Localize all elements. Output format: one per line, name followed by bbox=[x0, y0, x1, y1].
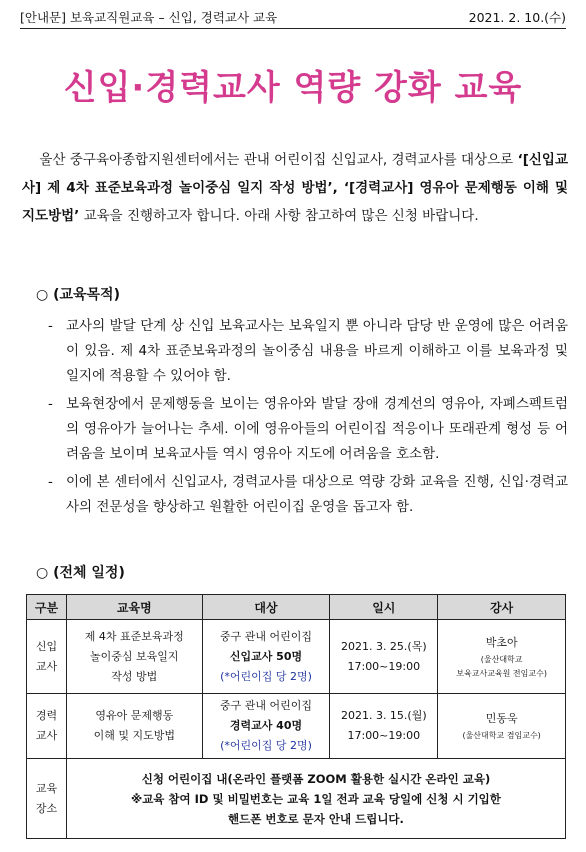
intro-text-1: 울산 중구육아종합지원센터에서는 관내 어린이집 신입교사, 경력교사를 대상으로 bbox=[39, 152, 518, 168]
purpose-item-text: 이에 본 센터에서 신입교사, 경력교사를 대상으로 역량 강화 교육을 진행, 신입·경력교사의 전문성을 향상하고 원활한 어린이집 운영을 돕고자 함. bbox=[66, 474, 568, 515]
purpose-heading: ○ (교육목적) bbox=[36, 287, 120, 303]
column-header: 구분 bbox=[27, 595, 67, 620]
category-text: 교사 bbox=[35, 729, 58, 742]
target-note: (*어린이집 당 2명) bbox=[220, 739, 312, 752]
schedule-heading: ○ (전체 일정) bbox=[36, 565, 125, 581]
table-row bbox=[27, 620, 566, 694]
category-cell bbox=[27, 694, 67, 759]
course-text: 작성 방법 bbox=[111, 669, 158, 683]
category-text: 교사 bbox=[35, 659, 58, 673]
target-cell bbox=[202, 694, 330, 759]
course-cell bbox=[66, 620, 202, 694]
header-divider bbox=[20, 28, 566, 29]
category-text: 경력 bbox=[35, 709, 58, 722]
purpose-item bbox=[48, 470, 568, 520]
place-text: 신청 어린이집 내(온라인 플랫폼 ZOOM 활용한 실시간 온라인 교육) bbox=[141, 771, 491, 786]
bullet-dash: - bbox=[48, 318, 53, 334]
course-text: 영유아 문제행동 bbox=[95, 709, 174, 722]
purpose-item-text: 보육현장에서 문제행동을 보이는 영유아와 발달 장애 경계선의 영유아, 자폐스펙트럼의 영유아가 늘어나는 추세. 이에 영유아들의 어린이집 적응이나 또래관계 형성 등 어려움을 보이며 보육교사들 역시 영유아 지도에 어려움을 호소함. bbox=[66, 396, 568, 462]
instructor-affiliation: (울산대학교 bbox=[480, 654, 523, 664]
table-header-row bbox=[27, 595, 566, 620]
date-cell bbox=[330, 694, 438, 759]
place-label-cell bbox=[27, 759, 67, 839]
purpose-item-text: 교사의 발달 단계 상 신입 보육교사는 보육일지 뿐 아니라 담당 반 운영에 많은 어려움이 있음. 제 4차 표준보육과정의 놀이중심 내용을 바르게 이해하고 이를 보육과정 및 일지에 적용할 수 있어야 함. bbox=[66, 318, 568, 384]
column-header: 대상 bbox=[202, 595, 330, 620]
target-text: 중구 관내 어린이집 bbox=[219, 699, 312, 712]
course-cell bbox=[66, 694, 202, 759]
course-text: 놀이중심 보육일지 bbox=[90, 649, 179, 663]
target-cell bbox=[202, 620, 330, 694]
instructor-affiliation: (울산대학교 겸임교수) bbox=[462, 731, 541, 740]
time-text: 17:00~19:00 bbox=[347, 729, 421, 742]
table-row bbox=[27, 759, 566, 839]
place-label: 교육 bbox=[35, 781, 58, 795]
instructor-affiliation: 보육교사교육원 전임교수) bbox=[456, 668, 547, 678]
date-cell bbox=[330, 620, 438, 694]
table-row bbox=[27, 694, 566, 759]
page-title: 신입·경력교사 역량 강화 교육 bbox=[63, 68, 523, 108]
category-cell bbox=[27, 620, 67, 694]
place-cell bbox=[66, 759, 565, 839]
bullet-dash: - bbox=[48, 396, 53, 412]
notice-label: [안내문] 보육교직원교육 – 신입, 경력교사 교육 bbox=[20, 10, 278, 25]
purpose-list bbox=[48, 314, 568, 523]
place-label: 장소 bbox=[35, 801, 58, 815]
instructor-name: 박초아 bbox=[485, 635, 518, 649]
document-header bbox=[20, 6, 566, 28]
schedule-table bbox=[26, 594, 566, 839]
column-header: 교육명 bbox=[66, 595, 202, 620]
intro-text-2: 교육을 진행하고자 합니다. 아래 사항 참고하여 많은 신청 바랍니다. bbox=[79, 208, 479, 224]
instructor-cell bbox=[438, 620, 566, 694]
target-note: (*어린이집 당 2명) bbox=[220, 669, 312, 683]
course-text: 제 4차 표준보육과정 bbox=[84, 629, 184, 643]
purpose-item bbox=[48, 392, 568, 467]
instructor-cell bbox=[438, 694, 566, 759]
time-text: 17:00~19:00 bbox=[347, 659, 421, 673]
notice-date: 2021. 2. 10.(수) bbox=[468, 10, 566, 25]
course-text: 이해 및 지도방법 bbox=[93, 729, 175, 742]
date-text: 2021. 3. 25.(목) bbox=[340, 639, 427, 653]
intro-paragraph bbox=[22, 146, 568, 230]
bullet-dash: - bbox=[48, 474, 53, 490]
target-count: 신입교사 50명 bbox=[229, 649, 303, 663]
column-header: 일시 bbox=[330, 595, 438, 620]
date-text: 2021. 3. 15.(월) bbox=[340, 709, 427, 722]
intro-bold-courses: ‘[신입교사] 제 4차 표준보육과정 놀이중심 일지 작성 방법’, ‘[경력교사] 영유아 문제행동 이해 및 지도방법’ bbox=[22, 152, 568, 224]
instructor-name: 민동욱 bbox=[485, 712, 518, 725]
category-text: 신입 bbox=[35, 639, 58, 653]
target-count: 경력교사 40명 bbox=[229, 719, 303, 732]
target-text: 중구 관내 어린이집 bbox=[219, 629, 312, 643]
column-header: 강사 bbox=[438, 595, 566, 620]
purpose-item bbox=[48, 314, 568, 389]
place-note: ※교육 참여 ID 및 비밀번호는 교육 1일 전과 교육 당일에 신청 시 기입한 bbox=[131, 791, 501, 806]
place-note: 핸드폰 번호로 문자 안내 드립니다. bbox=[228, 811, 404, 826]
